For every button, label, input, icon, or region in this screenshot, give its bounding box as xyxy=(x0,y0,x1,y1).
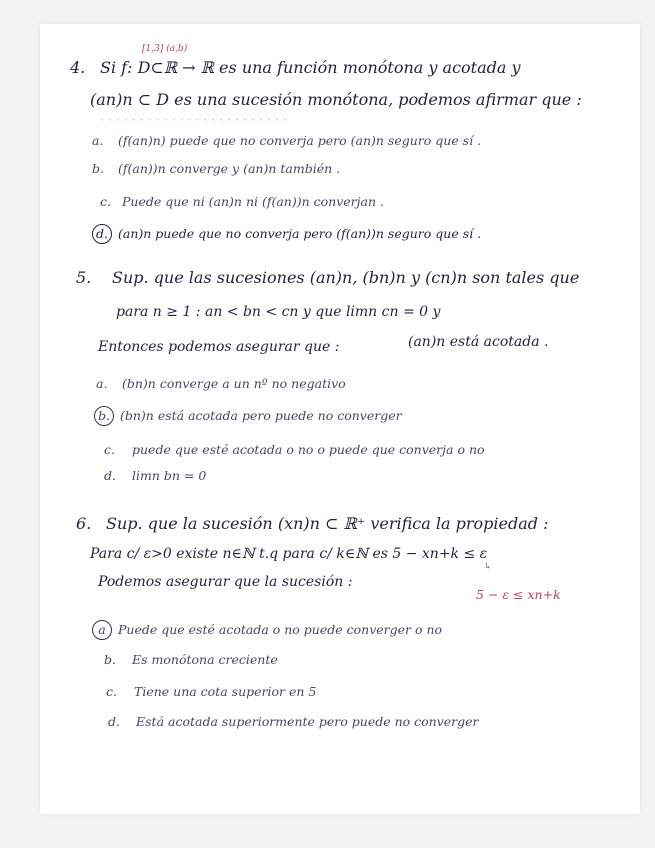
q6-number: 6. xyxy=(76,514,92,533)
q4-option-c-letter: c. xyxy=(100,194,111,209)
q6-arrow-mark: ↳ xyxy=(484,562,492,572)
q4-statement-line1: Si f: D⊂ℝ → ℝ es una función monótona y acotada y xyxy=(100,58,521,77)
q5-option-c-letter: c. xyxy=(104,442,115,457)
q6-option-b-letter: b. xyxy=(104,652,116,667)
q5-number: 5. xyxy=(76,268,92,287)
q5-option-b xyxy=(94,406,402,426)
q5-option-b-text: (bn)n está acotada pero puede no converger xyxy=(120,408,402,423)
q5-option-d-text: limn bn = 0 xyxy=(132,468,207,483)
selected-answer-circle: d. xyxy=(92,224,112,244)
q6-option-a xyxy=(92,620,442,640)
q6-annotation: 5 − ε ≤ xn+k xyxy=(476,587,561,602)
q4-option-b-text: (f(an))n converge y (an)n también . xyxy=(118,161,341,176)
q5-option-c-text: puede que esté acotada o no o puede que converja o no xyxy=(132,442,485,457)
q6-option-c-text: Tiene una cota superior en 5 xyxy=(134,684,317,699)
q4-option-c-text: Puede que ni (an)n ni (f(an))n converjan . xyxy=(122,194,384,209)
q4-option-d xyxy=(92,224,481,244)
q5-option-a-letter: a. xyxy=(96,376,108,391)
q4-option-a-letter: a. xyxy=(92,133,104,148)
q5-statement-line3-left: Entonces podemos asegurar que : xyxy=(98,339,340,355)
q6-option-c-letter: c. xyxy=(106,684,117,699)
q6-option-d-text: Está acotada superiormente pero puede no converger xyxy=(136,714,479,729)
q4-statement-line2: (an)n ⊂ D es una sucesión monótona, podemos afirmar que : xyxy=(90,90,582,109)
q4-bleedthrough: · · · · · · · · · · · · · · · · · · · · · · · · xyxy=(100,112,287,127)
q4-option-d-text: (an)n puede que no converja pero (f(an))n seguro que sí . xyxy=(118,226,482,241)
q6-statement-line2: Para c/ ε>0 existe n∈ℕ t.q para c/ k∈ℕ es 5 − xn+k ≤ ε xyxy=(90,546,488,562)
selected-answer-circle: a xyxy=(92,620,112,640)
q5-statement-line1: Sup. que las sucesiones (an)n, (bn)n y (cn)n son tales que xyxy=(112,268,580,287)
q5-option-a-text: (bn)n converge a un nº no negativo xyxy=(122,376,346,391)
q6-option-b-text: Es monótona creciente xyxy=(132,652,278,667)
q4-number: 4. xyxy=(70,58,86,77)
q6-statement-line3: Podemos asegurar que la sucesión : xyxy=(98,574,353,590)
q5-option-d-letter: d. xyxy=(104,468,116,483)
q6-option-d-letter: d. xyxy=(108,714,120,729)
q6-option-a-text: Puede que esté acotada o no puede converger o no xyxy=(118,622,443,637)
q5-statement-line3-right: (an)n está acotada . xyxy=(408,334,549,350)
q5-statement-line2: para n ≥ 1 : an < bn < cn y que limn cn = 0 y xyxy=(116,304,441,320)
q6-statement-line1: Sup. que la sucesión (xn)n ⊂ ℝ⁺ verifica la propiedad : xyxy=(106,514,549,533)
q4-option-b-letter: b. xyxy=(92,161,104,176)
q4-option-a-text: (f(an)n) puede que no converja pero (an)n seguro que sí . xyxy=(118,133,482,148)
q4-annotation: [1,3] (a,b) xyxy=(142,44,188,54)
selected-answer-circle: b. xyxy=(94,406,114,426)
